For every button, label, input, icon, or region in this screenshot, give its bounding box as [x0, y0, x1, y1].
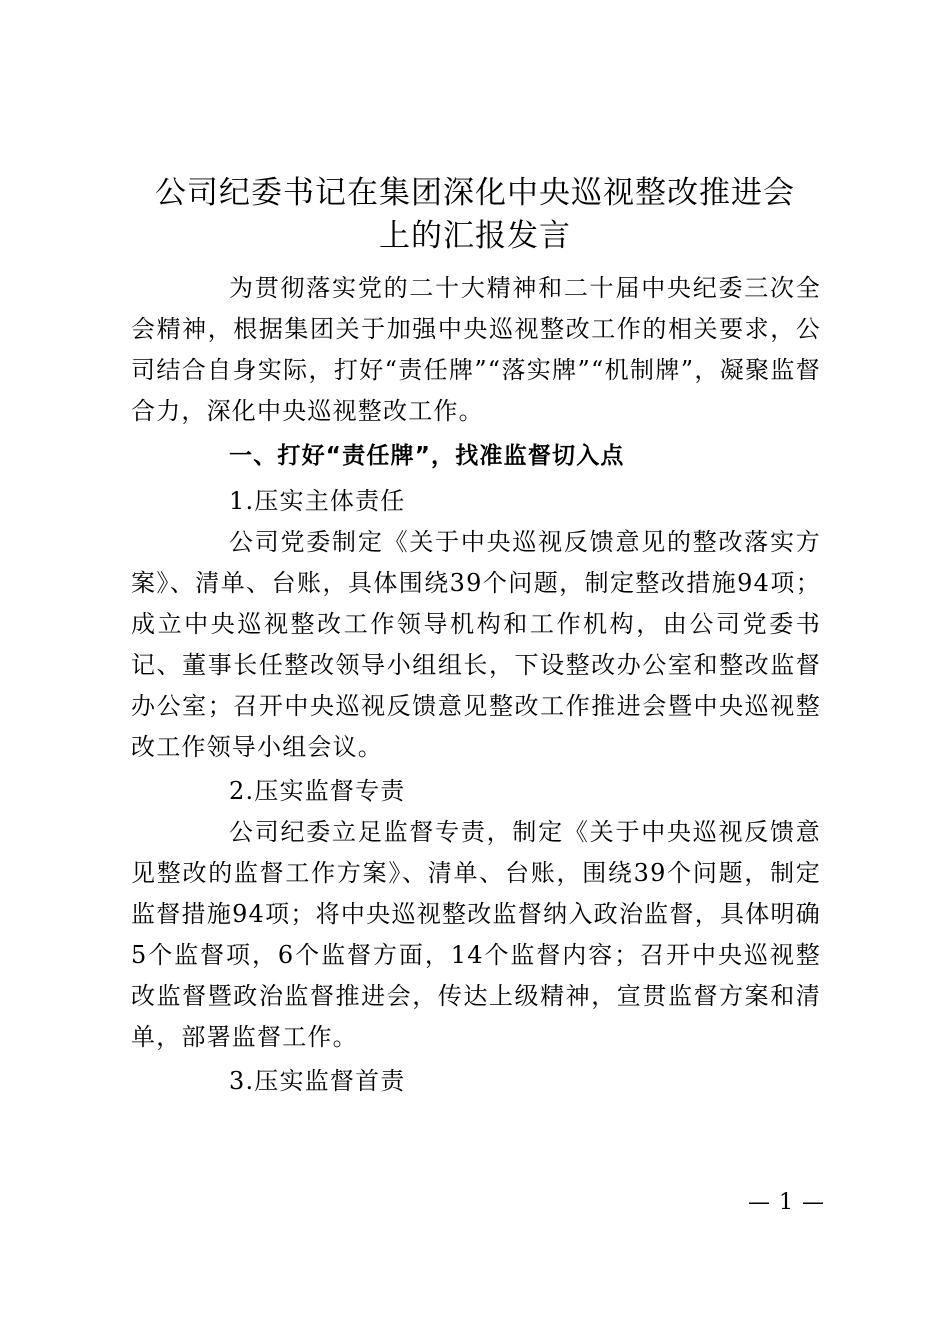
title-line-1: 公司纪委书记在集团深化中央巡视整改推进会 — [155, 175, 795, 211]
page-number: — 1 — — [748, 1190, 825, 1215]
item-1-heading: 1.压实主体责任 — [229, 487, 406, 515]
item-2-paragraph: 公司纪委立足监督专责，制定《关于中央巡视反馈意见整改的监督工作方案》、清单、台账，围绕39个问题，制定监督措施94项；将中央巡视整改监督纳入政治监督，具体明确5个监督项，6个监督方面，14个监督内容；召开中央巡视整改监督暨政治监督推进会，传达上级精神，宣贯监督方案和清单，部署监督工作。 — [131, 818, 821, 1051]
document-body — [131, 268, 821, 1102]
item-2-heading: 2.压实监督专责 — [229, 777, 406, 805]
section-1-heading: 一、打好“责任牌”，找准监督切入点 — [229, 443, 625, 469]
item-1-paragraph: 公司党委制定《关于中央巡视反馈意见的整改落实方案》、清单、台账，具体围绕39个问题，制定整改措施94项；成立中央巡视整改工作领导机构和工作机构，由公司党委书记、董事长任整改领导小组组长，下设整改办公室和整改监督办公室；召开中央巡视反馈意见整改工作推进会暨中央巡视整改工作领导小组会议。 — [131, 528, 821, 761]
intro-paragraph: 为贯彻落实党的二十大精神和二十届中央纪委三次全会精神，根据集团关于加强中央巡视整改工作的相关要求，公司结合自身实际，打好“责任牌”“落实牌”“机制牌”，凝聚监督合力，深化中央巡视整改工作。 — [131, 274, 821, 425]
document-title — [120, 172, 830, 258]
title-line-2: 上的汇报发言 — [379, 218, 571, 254]
item-3-heading: 3.压实监督首责 — [229, 1067, 406, 1095]
